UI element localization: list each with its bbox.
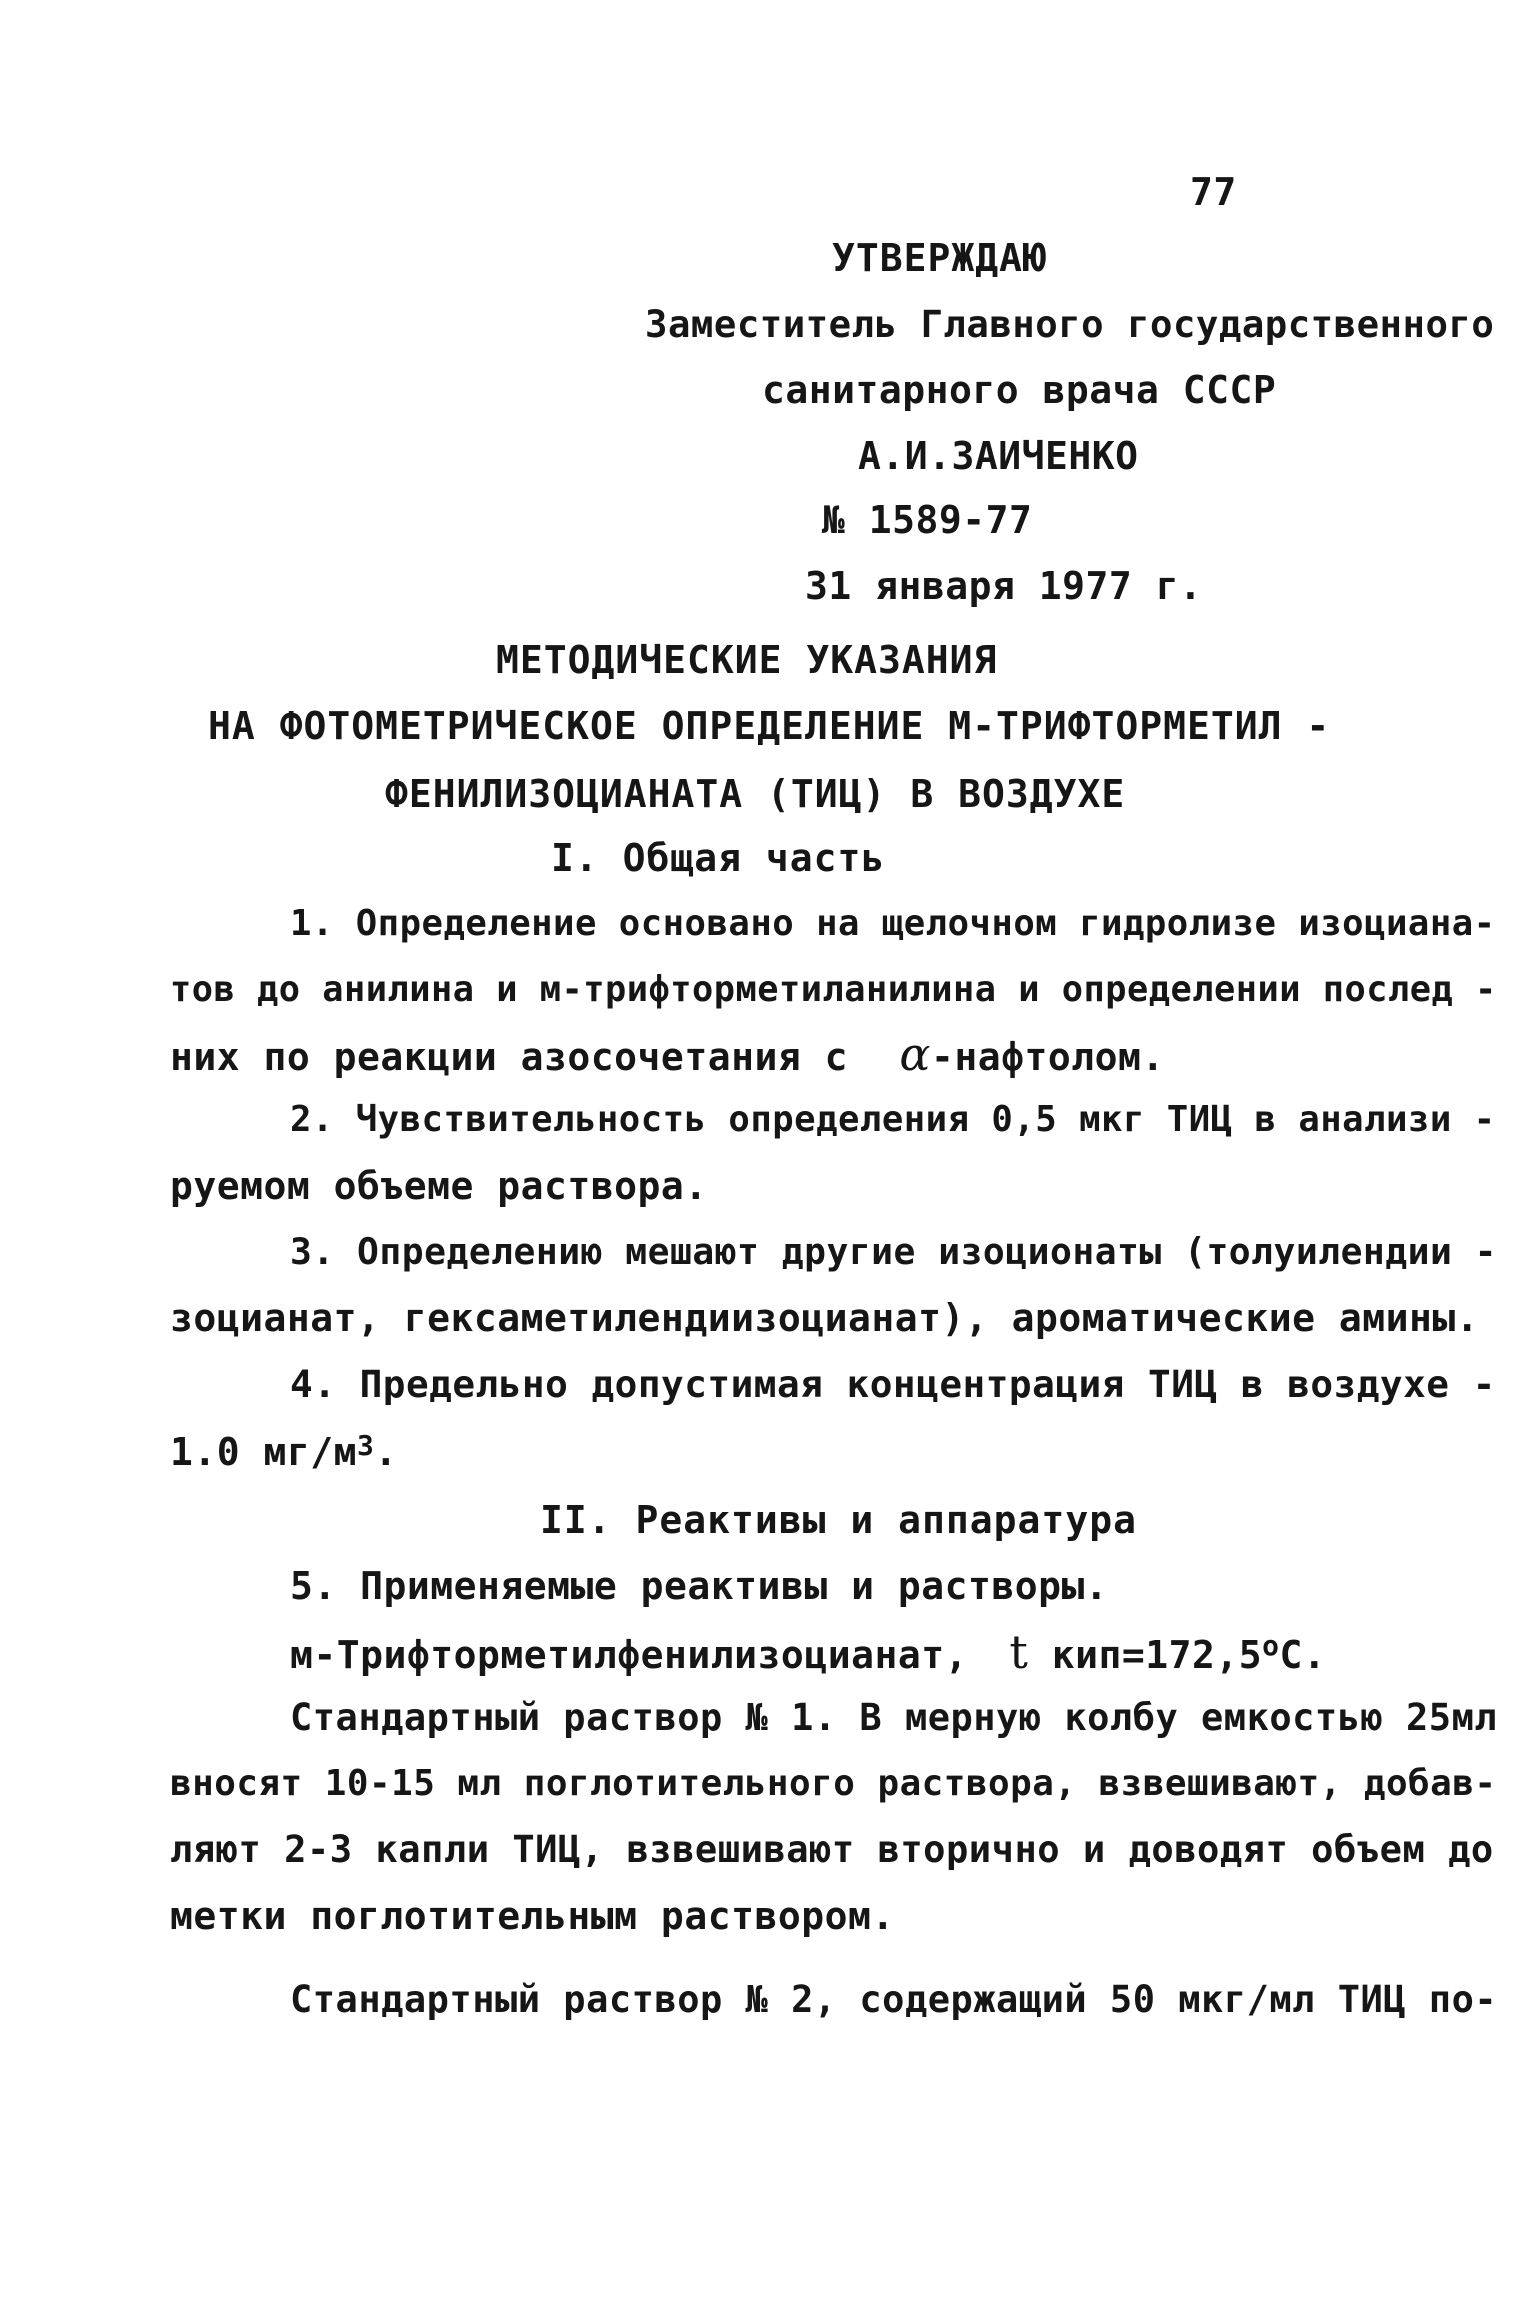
p5-line1: 5. Применяемые реактивы и растворы. <box>290 1564 1109 1608</box>
p1-line3-end: -нафтолом. <box>930 1035 1165 1079</box>
p5-line2 <box>290 1625 1327 1679</box>
p4-line2-text: 1.0 мг/м <box>170 1430 358 1474</box>
std1-line3: ляют 2-3 капли ТИЦ, взвешивают вторично и доводят объем до <box>170 1828 1494 1871</box>
p5-line2-kip: кип=172,5 <box>1051 1633 1263 1677</box>
page-number: 77 <box>1190 170 1237 214</box>
p1-line2: тов до анилина и м-трифторметиланилина и определении послед - <box>170 969 1497 1010</box>
approval-title: УТВЕРЖДАЮ <box>832 236 1047 280</box>
doc-title-line2: НА ФОТОМЕТРИЧЕСКОЕ ОПРЕДЕЛЕНИЕ М-ТРИФТОРМЕТИЛ - <box>208 704 1331 748</box>
p2-line2: руемом объеме раствора. <box>170 1164 708 1208</box>
p4-line2-sup: 3 <box>357 1429 375 1462</box>
doc-title-line1: МЕТОДИЧЕСКИЕ УКАЗАНИЯ <box>496 638 998 682</box>
p1-line3 <box>170 1027 1165 1081</box>
p4-line2 <box>170 1428 398 1476</box>
p3-line2: зоцианат, гексаметилендиизоцианат), ароматические амины. <box>170 1296 1480 1340</box>
p4-line1: 4. Предельно допустимая концентрация ТИЦ в воздухе - <box>290 1362 1496 1406</box>
p4-line2-end: . <box>374 1430 398 1474</box>
approval-number: № 1589-77 <box>822 498 1033 542</box>
p1-line3-text: них по реакции азосочетания с <box>170 1035 848 1079</box>
p5-line2-end: С. <box>1279 1633 1327 1677</box>
approval-date: 31 января 1977 г. <box>805 564 1203 608</box>
p5-line2-degree: о <box>1262 1629 1280 1662</box>
p5-line2-text: м-Трифторметилфенилизоцианат, <box>290 1633 968 1677</box>
p2-line1: 2. Чувствительность определения 0,5 мкг ТИЦ в анализи - <box>290 1099 1496 1140</box>
std1-line2: вносят 10-15 мл поглотительного раствора, взвешивают, добав- <box>170 1763 1497 1804</box>
alpha-symbol: α <box>899 1027 931 1081</box>
std1-line1: Стандартный раствор № 1. В мерную колбу емкостью 25мл <box>290 1696 1498 1739</box>
p1-line1: 1. Определение основано на щелочном гидролизе изоциана- <box>290 903 1496 944</box>
std2-line1: Стандартный раствор № 2, содержащий 50 мкг/мл ТИЦ по- <box>290 1978 1498 2021</box>
t-symbol: t <box>1009 1625 1029 1679</box>
std1-line4: метки поглотительным раствором. <box>170 1894 895 1938</box>
approval-name: А.И.ЗАИЧЕНКО <box>858 434 1139 478</box>
doc-title-line3: ФЕНИЛИЗОЦИАНАТА (ТИЦ) В ВОЗДУХЕ <box>385 772 1126 816</box>
p3-line1: 3. Определению мешают другие изоционаты (толуилендии - <box>290 1230 1498 1273</box>
section2-heading: II. Реактивы и аппаратура <box>540 1498 1137 1542</box>
section1-heading: I. Общая часть <box>551 836 886 880</box>
approval-position-line1: Заместитель Главного государственного <box>645 302 1495 346</box>
approval-position-line2: санитарного врача СССР <box>762 368 1277 412</box>
